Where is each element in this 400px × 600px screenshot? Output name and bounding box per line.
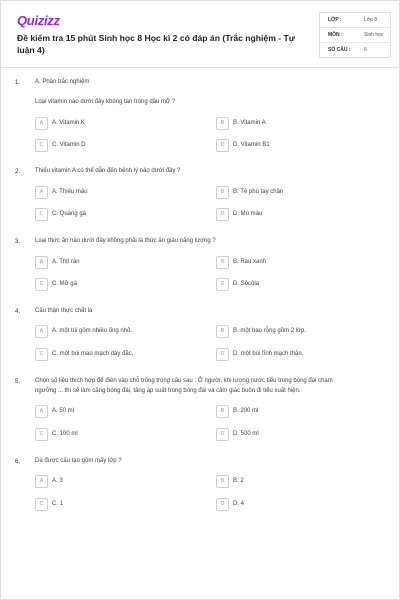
question-number: 3.	[15, 239, 21, 245]
option-text: A. Thiếu máu	[52, 189, 88, 195]
option-letter: D	[216, 428, 229, 441]
option-letter: C	[35, 208, 48, 221]
option-text: C. 1	[52, 501, 64, 507]
meta-row-class	[320, 13, 390, 28]
question-number: 6.	[15, 459, 21, 465]
option-text: A. Vitamin K	[52, 120, 85, 126]
question-number: 5.	[15, 379, 21, 385]
option-letter: A	[35, 256, 48, 269]
option-letter: B	[216, 256, 229, 269]
option-letter: C	[35, 428, 48, 441]
meta-row-count	[320, 43, 390, 58]
meta-value: Lớp 8	[364, 17, 378, 23]
option-letter: C	[35, 278, 48, 291]
header-divider	[1, 67, 400, 68]
option-letter: A	[35, 325, 48, 338]
quizizz-logo: Quizizz	[17, 13, 60, 28]
option-letter: B	[216, 325, 229, 338]
option-text: D. một búi tĩnh mạch thận.	[233, 351, 304, 357]
question-text-line1: Chọn số liệu thích hợp để điền vào chỗ trống trong câu sau : Ở người, khi lượng nước tiểu trong bóng đái chạm	[35, 378, 333, 384]
section-heading: A. Phần trắc nghiệm	[35, 79, 90, 85]
meta-key: LỚP :	[328, 17, 342, 23]
option-text: D. Mù màu	[233, 211, 263, 217]
meta-key: MÔN :	[328, 32, 343, 38]
worksheet-header	[1, 1, 400, 67]
worksheet-title: Đề kiểm tra 15 phút Sinh học 8 Học kì 2 có đáp án (Trắc nghiệm - Tự luận 4)	[17, 33, 295, 55]
meta-key: SỐ CÂU :	[328, 47, 351, 53]
question-number: 2.	[15, 169, 21, 175]
option-text: B. một bao rỗng gồm 2 lớp.	[233, 328, 306, 334]
option-letter: D	[216, 208, 229, 221]
option-letter: D	[216, 139, 229, 152]
option-letter: B	[216, 405, 229, 418]
option-text: A. một túi gồm nhiều ống nhỏ.	[52, 328, 133, 334]
meta-value: 6	[364, 47, 367, 53]
option-text: A. 3	[52, 478, 63, 484]
option-letter: C	[35, 498, 48, 511]
option-text: C. một búi mao mạch dày đặc.	[52, 351, 134, 357]
option-letter: D	[216, 348, 229, 361]
option-letter: D	[216, 278, 229, 291]
option-text: D. Sôcôla	[233, 281, 260, 287]
option-text: A. Thịt rán	[52, 259, 80, 265]
option-text: D. 500 ml	[233, 431, 259, 437]
option-letter: A	[35, 117, 48, 130]
option-text: C. Quáng gà	[52, 211, 87, 217]
option-text: C. 100 ml	[52, 431, 78, 437]
option-letter: A	[35, 405, 48, 418]
option-letter: B	[216, 475, 229, 488]
option-text: B. Rau xanh	[233, 259, 267, 265]
option-text: B. Tê phù tay chân	[233, 189, 284, 195]
option-text: C. Mỡ gà	[52, 281, 77, 287]
option-letter: A	[35, 186, 48, 199]
option-text: D. Vitamin B1	[233, 142, 270, 148]
option-letter: C	[35, 139, 48, 152]
question-text: Loại vitamin nào dưới đây không tan trong dầu mỡ ?	[35, 99, 175, 105]
option-text: A. 50 ml	[52, 408, 75, 414]
question-number: 4.	[15, 309, 21, 315]
meta-row-subject	[320, 28, 390, 43]
question-text: Da được cấu tạo gồm mấy lớp ?	[35, 458, 122, 464]
option-text: C. Vitamin D	[52, 142, 86, 148]
question-text-line2: ngưỡng ... thì sẽ làm căng bóng đái, tăng áp suất trong bóng đái và cảm giác buồn đi tiểu xuất hiện.	[35, 388, 301, 394]
meta-value: Sinh học	[364, 32, 384, 38]
option-text: B. 2	[233, 478, 244, 484]
question-text: Thiếu vitamin A có thể dẫn đến bệnh lý nào dưới đây ?	[35, 168, 181, 174]
option-text: D. 4	[233, 501, 245, 507]
option-letter: A	[35, 475, 48, 488]
option-text: B. Vitamin A	[233, 120, 266, 126]
question-number: 1.	[15, 80, 21, 86]
question-text: Loại thức ăn nào dưới đây không phải là thức ăn giàu năng lượng ?	[35, 238, 216, 244]
option-letter: B	[216, 186, 229, 199]
option-text: B. 200 ml	[233, 408, 259, 414]
option-letter: D	[216, 498, 229, 511]
question-text: Cầu thận thực chất là	[35, 308, 93, 314]
option-letter: B	[216, 117, 229, 130]
meta-table	[319, 12, 391, 58]
option-letter: C	[35, 348, 48, 361]
